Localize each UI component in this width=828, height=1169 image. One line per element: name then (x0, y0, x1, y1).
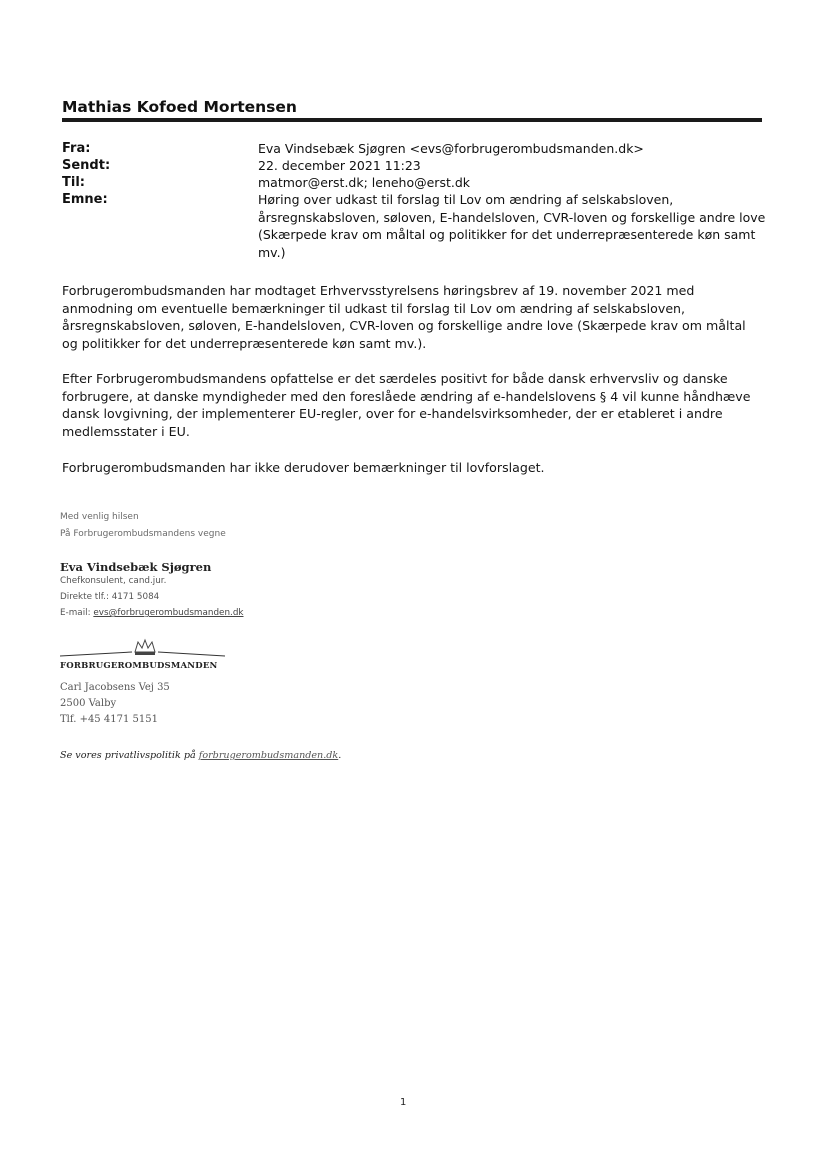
privacy-suffix: . (338, 750, 342, 761)
sent-label: Sendt: (62, 158, 111, 173)
email-link[interactable]: evs@forbrugerombudsmanden.dk (93, 608, 244, 618)
body-paragraph-2: Efter Forbrugerombudsmandens opfattelse er det særdeles positivt for både dansk erhvervsliv og danske forbrugere, at danske myndigheder med den foreslåede ændring af e-handelslovens § 4 vil kunne håndhæve dansk lovgivning, der implementerer EU-regler, over for e-handelsvirksomheder, der er etableret i andre medlemsstater i EU. (62, 371, 751, 439)
signature-on-behalf: På Forbrugerombudsmandens vegne (60, 529, 226, 539)
address-phone: Tlf. +45 4171 5151 (60, 714, 158, 725)
signature-title: Chefkonsulent, cand.jur. (60, 576, 167, 586)
privacy-line (60, 750, 341, 761)
brand-logo-text: FORBRUGEROMBUDSMANDEN (60, 661, 218, 671)
page-number: 1 (400, 1097, 407, 1108)
to-label: Til: (62, 175, 85, 190)
to-value: matmor@erst.dk; leneho@erst.dk (258, 175, 471, 190)
email-prefix: E-mail: (60, 608, 94, 618)
address-city: 2500 Valby (60, 698, 117, 709)
subject-value: Høring over udkast til forslag til Lov om ændring af selskabsloven, årsregnskabsloven, søloven, E-handelsloven, CVR-loven og forskellige andre love (Skærpede krav om måltal og politikker for det underrepræsenterede køn samt mv.) (258, 192, 766, 260)
sent-value: 22. december 2021 11:23 (258, 158, 421, 173)
privacy-link[interactable]: forbrugerombudsmanden.dk (198, 750, 339, 761)
subject-label: Emne: (62, 192, 108, 207)
signature-greeting: Med venlig hilsen (60, 512, 139, 522)
signature-name: Eva Vindsebæk Sjøgren (60, 560, 212, 574)
from-value: Eva Vindsebæk Sjøgren <evs@forbrugerombudsmanden.dk> (258, 141, 644, 156)
body-paragraph-3: Forbrugerombudsmanden har ikke derudover bemærkninger til lovforslaget. (62, 460, 545, 475)
privacy-prefix: Se vores privatlivspolitik på (60, 750, 199, 761)
mailbox-owner-name: Mathias Kofoed Mortensen (62, 98, 297, 116)
signature-phone: Direkte tlf.: 4171 5084 (60, 592, 160, 602)
header-rule (62, 118, 762, 122)
address-street: Carl Jacobsens Vej 35 (60, 682, 170, 693)
body-paragraph-1: Forbrugerombudsmanden har modtaget Erhvervsstyrelsens høringsbrev af 19. november 2021 med anmodning om eventuelle bemærkninger til udkast til forslag til Lov om ændring af selskabsloven, årsregnskabsloven, søloven, E-handelsloven, CVR-loven og forskellige andre love (Skærpede krav om måltal og politikker for det underrepræsenterede køn samt mv.). (62, 283, 746, 351)
signature-email-line (60, 608, 244, 618)
from-label: Fra: (62, 141, 91, 156)
